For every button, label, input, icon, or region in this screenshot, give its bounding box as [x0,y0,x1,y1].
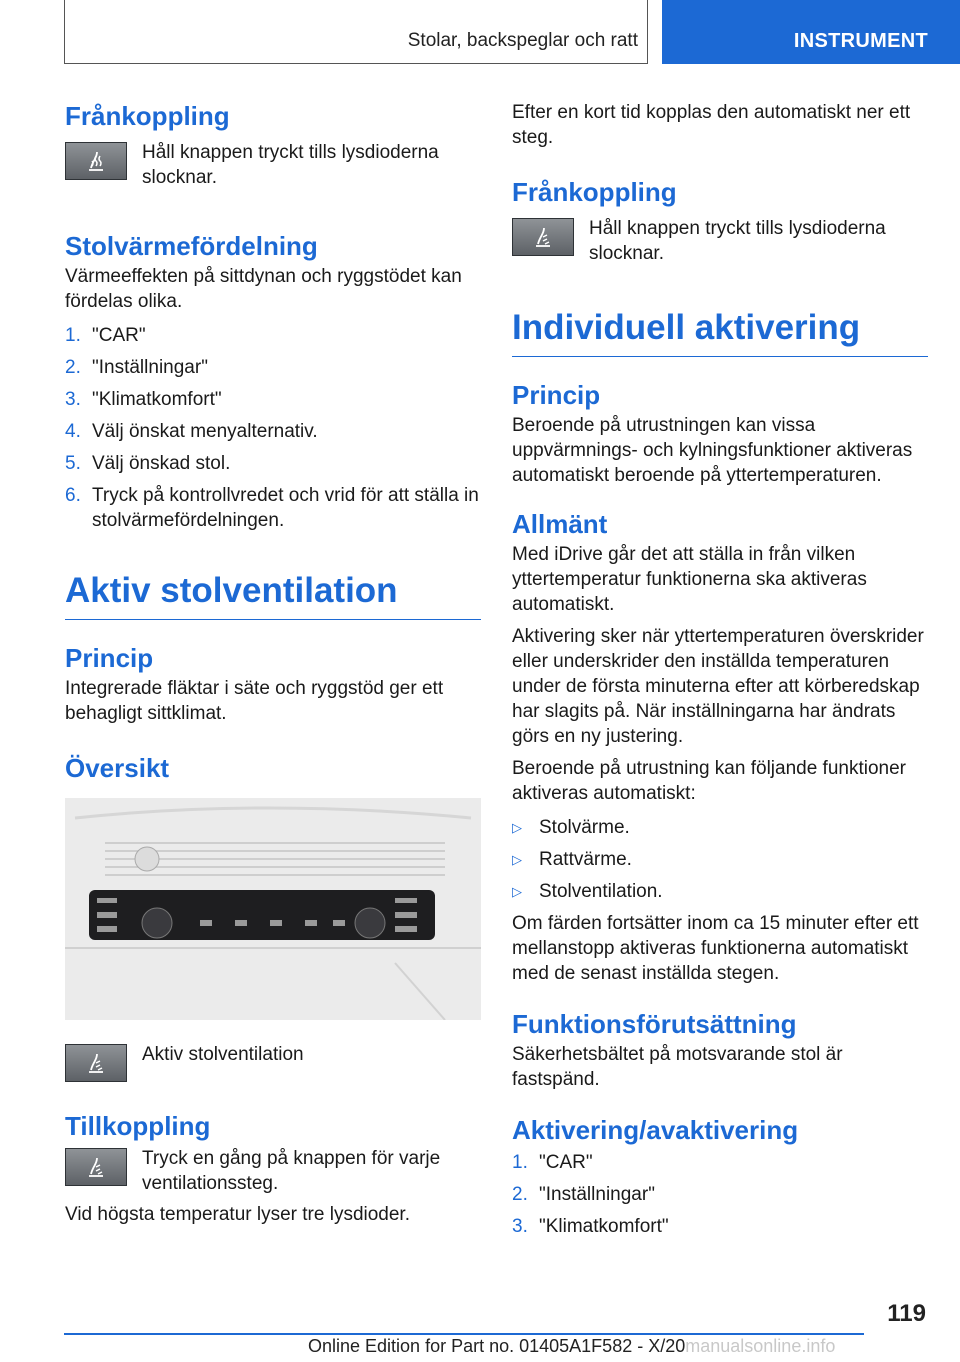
heading-ventilation: Aktiv stolventilation [65,569,481,620]
off-row-right [512,216,928,266]
chapter-tab[interactable] [662,0,960,64]
distribution-text: Värmeeffekten på sittdynan och ryggstödet kan fördelas olika. [65,266,462,312]
on-row [65,1146,481,1196]
requirement-text: Säkerhetsbältet på motsvarande stol är fastspänd. [512,1044,843,1090]
list-item: ▷ Stolventilation. [512,881,663,902]
right-column [512,100,928,1246]
list-item: 3. "Klimatkomfort" [512,1216,669,1237]
seat-ventilation-button-icon [65,1148,127,1186]
off-row [65,140,481,190]
list-item: 2. "Inställningar" [512,1184,655,1205]
general-text-4: Om färden fortsätter inom ca 15 minuter efter ett mellanstopp aktiveras funktionerna automatiskt med de senast inställda stegen. [512,913,919,984]
list-item: ▷ Rattvärme. [512,849,632,870]
seat-ventilation-button-icon [512,218,574,256]
auto-functions-list [512,815,928,904]
footer-rule [64,1333,864,1335]
heading-distribution: Stolvärmefördelning [65,231,318,261]
triangle-bullet-icon: ▷ [512,820,522,835]
intro-text: Efter en kort tid kopplas den automatiskt ner ett steg. [512,102,911,148]
heading-on: Tillkoppling [65,1111,211,1141]
triangle-bullet-icon: ▷ [512,852,522,867]
list-item: 6. Tryck på kontrollvredet och vrid för att ställa in stolvärmefördelningen. [65,485,479,531]
heading-overview: Översikt [65,753,170,783]
section-title: Stolar, backspeglar och ratt [407,30,638,51]
heading-off: Frånkoppling [65,101,230,131]
on-text: Tryck en gång på knappen för varje ventilationssteg. [142,1148,441,1194]
page-number: 119 [887,1300,926,1327]
off-text: Håll knappen tryckt tills lysdioderna slocknar. [142,142,439,188]
heading-individual: Individuell aktivering [512,306,928,357]
heading-off-right: Frånkoppling [512,177,677,207]
list-item: 1. "CAR" [65,325,146,346]
general-text-1: Med iDrive går det att ställa in från vilken yttertemperatur funktionerna ska aktiveras automatiskt. [512,544,867,615]
chapter-label: INSTRUMENT [793,30,928,52]
heading-activation: Aktivering/avaktivering [512,1115,799,1145]
ventilation-row [65,1042,481,1082]
general-text-3: Beroende på utrustning kan följande funktioner aktiveras automatiskt: [512,758,906,804]
heading-principle-right: Princip [512,380,601,410]
activation-steps [512,1150,928,1239]
heading-principle: Princip [65,643,154,673]
list-item: 5. Välj önskad stol. [65,453,231,474]
list-item: 2. "Inställningar" [65,357,208,378]
triangle-bullet-icon: ▷ [512,884,522,899]
seat-ventilation-button-icon [65,1044,127,1082]
distribution-steps [65,323,481,533]
footer-edition: Online Edition for Part no. 01405A1F582 - X/20manualsonline.info [308,1336,836,1356]
watermark-text: manualsonline.info [685,1336,836,1356]
heading-requirement: Funktionsförutsättning [512,1009,797,1039]
principle-text: Integrerade fläktar i säte och ryggstöd ger ett behagligt sittklimat. [65,678,444,724]
seat-heat-button-icon [65,142,127,180]
list-item: 1. "CAR" [512,1152,593,1173]
climate-panel-photo [65,798,481,1020]
left-column [65,100,481,1227]
on-note: Vid högsta temperatur lyser tre lysdioder. [65,1204,410,1225]
heading-general: Allmänt [512,509,608,539]
principle-text-right: Beroende på utrustningen kan vissa uppvärmnings- och kylningsfunktioner aktiveras automatiskt beroende på yttertemperaturen. [512,415,913,486]
list-item: ▷ Stolvärme. [512,817,630,838]
off-text-right: Håll knappen tryckt tills lysdioderna slocknar. [589,218,886,264]
general-text-2: Aktivering sker när yttertemperaturen överskrider eller underskrider den inställda temperaturen under de första minuterna efter att körberedskap har slagits på. När inställningarna har ändrats görs en ny justering. [512,626,924,747]
list-item: 3. "Klimatkomfort" [65,389,222,410]
list-item: 4. Välj önskat menyalternativ. [65,421,318,442]
ventilation-label: Aktiv stolventilation [142,1044,304,1065]
